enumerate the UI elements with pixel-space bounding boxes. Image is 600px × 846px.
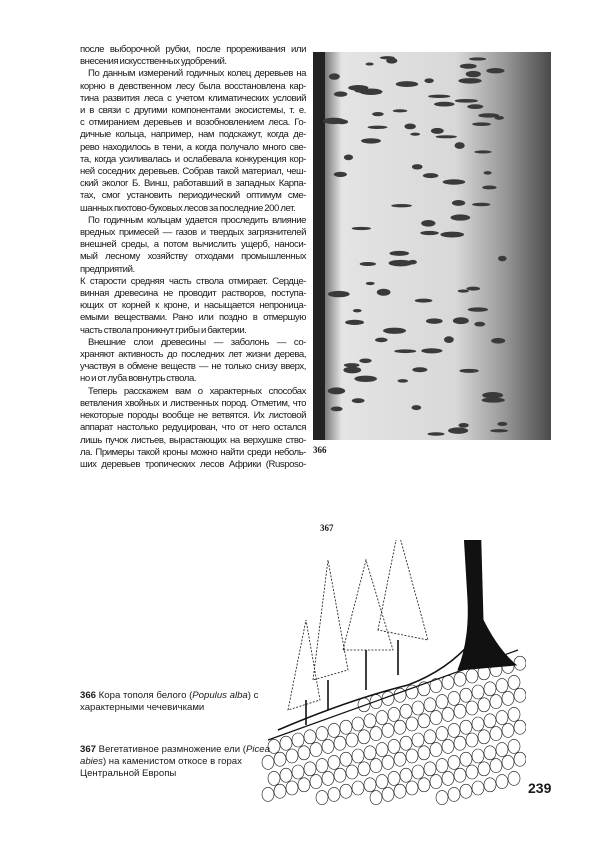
stone [436, 759, 448, 773]
stone [286, 749, 298, 763]
stone [406, 749, 418, 763]
lenticel [466, 287, 480, 291]
lenticel [344, 155, 353, 161]
lenticel [448, 427, 468, 433]
text-line: По данным измерений годичных колец деревьев на [88, 68, 306, 80]
text-line: рево находилось в тени, а когда получало много све- [80, 141, 306, 153]
caption-366: 366 Кора тополя белого (Populus alba) с характерными чечевичками [80, 690, 259, 713]
stone [292, 765, 304, 779]
stone [382, 723, 394, 737]
stone [358, 730, 370, 744]
lenticel [354, 376, 377, 382]
stone [370, 759, 382, 773]
stone [316, 791, 328, 805]
lenticel [353, 309, 362, 312]
lenticel [344, 363, 360, 367]
stone [418, 714, 430, 728]
lenticel [389, 260, 413, 267]
stone [394, 752, 406, 766]
stone [274, 784, 286, 798]
text-line: ней соседних деревьев. Собрав такой материал, чеш- [80, 166, 306, 178]
lenticel [472, 122, 491, 126]
stone [382, 755, 394, 769]
stone [310, 743, 322, 757]
lenticel [444, 336, 454, 343]
lenticel [482, 185, 496, 189]
spruce-propagation-drawing [258, 540, 526, 805]
lenticel [482, 392, 503, 398]
text-line: дичные кольца, например, нам подскажут, когда де- [80, 129, 306, 141]
stone [388, 707, 400, 721]
lenticel [372, 112, 384, 116]
stone [364, 778, 376, 792]
stone [286, 781, 298, 795]
stone [484, 682, 496, 696]
text-line: участвуя в обмене веществ — не только снизу вверх, [80, 361, 306, 373]
lenticel [348, 85, 368, 91]
stone [436, 727, 448, 741]
stone [448, 723, 460, 737]
stone [280, 736, 292, 750]
text-line: ющих от корней к кроне, и насыщается непроница- [80, 300, 306, 312]
text-line: внешней среды, а потом вычислить ущерб, наноси- [80, 239, 306, 251]
lenticel [458, 78, 481, 83]
stone [448, 691, 460, 705]
lenticel [345, 320, 364, 325]
lenticel [423, 173, 438, 178]
stone [466, 733, 478, 747]
stone [304, 730, 316, 744]
lenticel [452, 200, 465, 206]
stone [400, 768, 412, 782]
stone [328, 723, 340, 737]
stone [400, 736, 412, 750]
lenticel [459, 369, 478, 373]
text-line: К старости средняя часть ствола отмирает. Сердце- [80, 275, 306, 287]
stone [316, 727, 328, 741]
lenticel [410, 133, 420, 136]
lenticel [334, 91, 347, 96]
stone [436, 695, 448, 709]
stone [340, 752, 352, 766]
text-line: тина развития леса с учетом климатических условий [80, 92, 306, 104]
lenticel [343, 367, 361, 374]
lenticel [412, 367, 427, 372]
stone [358, 698, 370, 712]
lenticel [424, 78, 433, 83]
stone [376, 711, 388, 725]
stone [508, 771, 520, 785]
lenticel [398, 379, 408, 382]
lenticel [396, 81, 418, 87]
stone [412, 701, 424, 715]
stone [352, 781, 364, 795]
stone [508, 675, 520, 689]
lenticel [334, 172, 347, 177]
stone [490, 727, 502, 741]
stone [514, 656, 526, 670]
stone [310, 775, 322, 789]
stone [298, 778, 310, 792]
lenticel [412, 405, 422, 410]
stone [454, 672, 466, 686]
text-line: Теперь расскажем вам о характерных способах [88, 385, 306, 397]
text-line: По годичным кольцам удается проследить влияние [88, 214, 306, 226]
stone [466, 765, 478, 779]
stone [418, 778, 430, 792]
lenticel [389, 251, 409, 256]
stone [502, 691, 514, 705]
lenticel [443, 179, 466, 184]
stone [466, 669, 478, 683]
lenticel [329, 73, 340, 79]
stone [424, 730, 436, 744]
stone [280, 768, 292, 782]
stone [496, 679, 508, 693]
stone [496, 775, 508, 789]
lenticel [377, 289, 391, 296]
stone [496, 743, 508, 757]
stone [406, 717, 418, 731]
stone [424, 698, 436, 712]
stone [442, 739, 454, 753]
lenticel [486, 68, 504, 73]
lenticel [495, 116, 504, 120]
stone [454, 736, 466, 750]
stone [370, 791, 382, 805]
stone [334, 736, 346, 750]
stone [376, 775, 388, 789]
stone [424, 762, 436, 776]
lenticel [472, 203, 490, 207]
text-line: часть ствола проникнут грибы и бактерии. [80, 324, 247, 336]
lenticel [404, 124, 415, 130]
lenticel [498, 256, 507, 262]
lenticel [467, 104, 483, 109]
stone [514, 720, 526, 734]
text-line: с отмиранием деревьев и возобновлением леса. Го- [80, 117, 306, 129]
text-line: ветвления хвойных и лиственных пород. Отметим, что [80, 397, 306, 409]
lenticel [458, 423, 468, 428]
lenticel [453, 317, 469, 324]
text-line: ших деревьев тропических лесов Африки (Rusposo- [80, 458, 306, 470]
lenticel [323, 118, 345, 125]
lenticel [440, 232, 464, 238]
stone [484, 778, 496, 792]
lenticel [482, 398, 505, 403]
lenticel [474, 150, 491, 153]
stone [436, 791, 448, 805]
stone [460, 752, 472, 766]
stone [340, 720, 352, 734]
lenticel [484, 171, 492, 175]
lenticel [421, 348, 442, 353]
stone [364, 746, 376, 760]
stone [316, 759, 328, 773]
lenticel [490, 429, 508, 432]
lenticel [427, 432, 444, 436]
lenticel [497, 422, 507, 426]
stone [454, 768, 466, 782]
stone [388, 739, 400, 753]
text-line: винная древесина не проводит растворов, поступа- [80, 288, 306, 300]
stone [394, 688, 406, 702]
lenticel [468, 307, 488, 311]
stone [412, 733, 424, 747]
stone [298, 746, 310, 760]
stone [430, 711, 442, 725]
lenticel [368, 126, 388, 129]
lenticel [420, 231, 439, 235]
lenticel [366, 63, 374, 66]
lenticel [361, 138, 381, 143]
stone [376, 743, 388, 757]
stone [460, 784, 472, 798]
lenticel [328, 387, 346, 394]
lenticel [352, 227, 371, 230]
stone [262, 787, 274, 801]
text-line: лишь пучок листьев, вырастающих на верхушке ство- [80, 434, 306, 446]
lenticel [394, 349, 416, 353]
stone [274, 752, 286, 766]
lenticel [328, 291, 350, 297]
lenticel [375, 338, 388, 343]
text-line: аппарат настолько редуцирован, что от него остался [80, 422, 306, 434]
stone [328, 787, 340, 801]
caption-367: 367 Вегетативное размножение ели (Picea abies) на каменистом откосе в горах Центральной Европы [80, 744, 270, 779]
text-line: но и от луба вовнутрь ствола. [80, 373, 197, 385]
stone [400, 704, 412, 718]
lenticel [451, 214, 471, 220]
text-line: некоторые породы вообще не ветвятся. Их листовой [80, 410, 306, 422]
stone [514, 752, 526, 766]
stone [514, 688, 526, 702]
lenticel [436, 135, 457, 138]
stone [448, 755, 460, 769]
poplar-bark-photo [313, 52, 551, 440]
stone [352, 749, 364, 763]
stone [490, 759, 502, 773]
text-line: вредных примесей — газов и твердых загрязнителей [80, 227, 306, 239]
stone [322, 739, 334, 753]
stone [430, 775, 442, 789]
text-line: шанных пихтово-буковых лесов за последние 200 лет. [80, 202, 296, 214]
figure-366-label: 366 [313, 445, 327, 455]
stone [442, 707, 454, 721]
lenticel [415, 299, 433, 303]
lenticel [360, 262, 376, 266]
stone [292, 733, 304, 747]
stone [448, 787, 460, 801]
stone [460, 720, 472, 734]
stone [322, 771, 334, 785]
stone [454, 704, 466, 718]
stone [412, 765, 424, 779]
lenticel [428, 95, 450, 98]
stone [394, 720, 406, 734]
lenticel [412, 164, 423, 169]
stone [490, 695, 502, 709]
text-line: и в связи с другими компонентами экосистемы, т. е. [80, 105, 306, 117]
stone [430, 743, 442, 757]
text-line: Внешние слои древесины — заболонь — со- [88, 336, 306, 348]
lenticel [331, 406, 343, 411]
text-line: ский эколог Б. Винш, работавший в западных Карпа- [80, 178, 306, 190]
stone [304, 762, 316, 776]
stone [370, 727, 382, 741]
lenticel [380, 56, 395, 59]
text-line: храняют активность до последних лет жизни дерева, [80, 349, 306, 361]
stone [406, 781, 418, 795]
text-line: та, когда усиливалась и ослабевала конкуренция кор- [80, 153, 306, 165]
stone [358, 762, 370, 776]
stone [460, 688, 472, 702]
lenticel [460, 64, 477, 69]
stone [478, 762, 490, 776]
stone [418, 746, 430, 760]
lenticel [359, 359, 371, 364]
figure-367-label: 367 [320, 523, 334, 533]
stone [442, 771, 454, 785]
lenticel [455, 99, 479, 103]
lenticel [393, 109, 408, 112]
stone [346, 733, 358, 747]
stone [472, 781, 484, 795]
lenticel [391, 204, 412, 207]
stone [502, 723, 514, 737]
stone [472, 749, 484, 763]
stone [478, 698, 490, 712]
stone [364, 714, 376, 728]
stone [328, 755, 340, 769]
stone [388, 771, 400, 785]
stone [508, 707, 520, 721]
stone [496, 711, 508, 725]
lenticel [426, 318, 443, 323]
body-text [80, 44, 306, 471]
lenticel [352, 398, 365, 403]
stone [352, 717, 364, 731]
lenticel [474, 322, 485, 327]
text-line: после выборочной рубки, после прореживания или [80, 44, 306, 55]
stone [334, 768, 346, 782]
stone [472, 717, 484, 731]
stone [442, 675, 454, 689]
stone [484, 746, 496, 760]
lenticel [431, 128, 444, 134]
stone [484, 714, 496, 728]
lenticel [458, 289, 469, 292]
stone [472, 685, 484, 699]
lenticel [383, 328, 406, 334]
text-line: предприятий. [80, 263, 135, 275]
stone [346, 765, 358, 779]
text-line: корню в девственном лесу была восстановлена кар- [80, 80, 306, 92]
stone [478, 730, 490, 744]
lenticel [434, 102, 455, 107]
lenticel [455, 142, 465, 149]
lenticel [466, 71, 481, 77]
page-number: 239 [528, 780, 552, 796]
lenticel [491, 338, 505, 344]
text-line: внесения искусственных удобрений. [80, 56, 227, 68]
text-line: емыми веществами. Рано или поздно в отмершую [80, 312, 306, 324]
stone [502, 755, 514, 769]
text-line: ла. Примеры такой кроны можно найти среди неболь- [80, 446, 306, 458]
lenticel [421, 220, 435, 227]
stone [382, 787, 394, 801]
lenticel [366, 282, 375, 285]
stone [340, 784, 352, 798]
lenticel [469, 57, 486, 60]
stone [394, 784, 406, 798]
text-line: тах, смог установить периодический оптимум сме- [80, 190, 306, 202]
stone [466, 701, 478, 715]
text-line: мый лесному хозяйству отходами промышленных [80, 251, 306, 263]
stone [508, 739, 520, 753]
